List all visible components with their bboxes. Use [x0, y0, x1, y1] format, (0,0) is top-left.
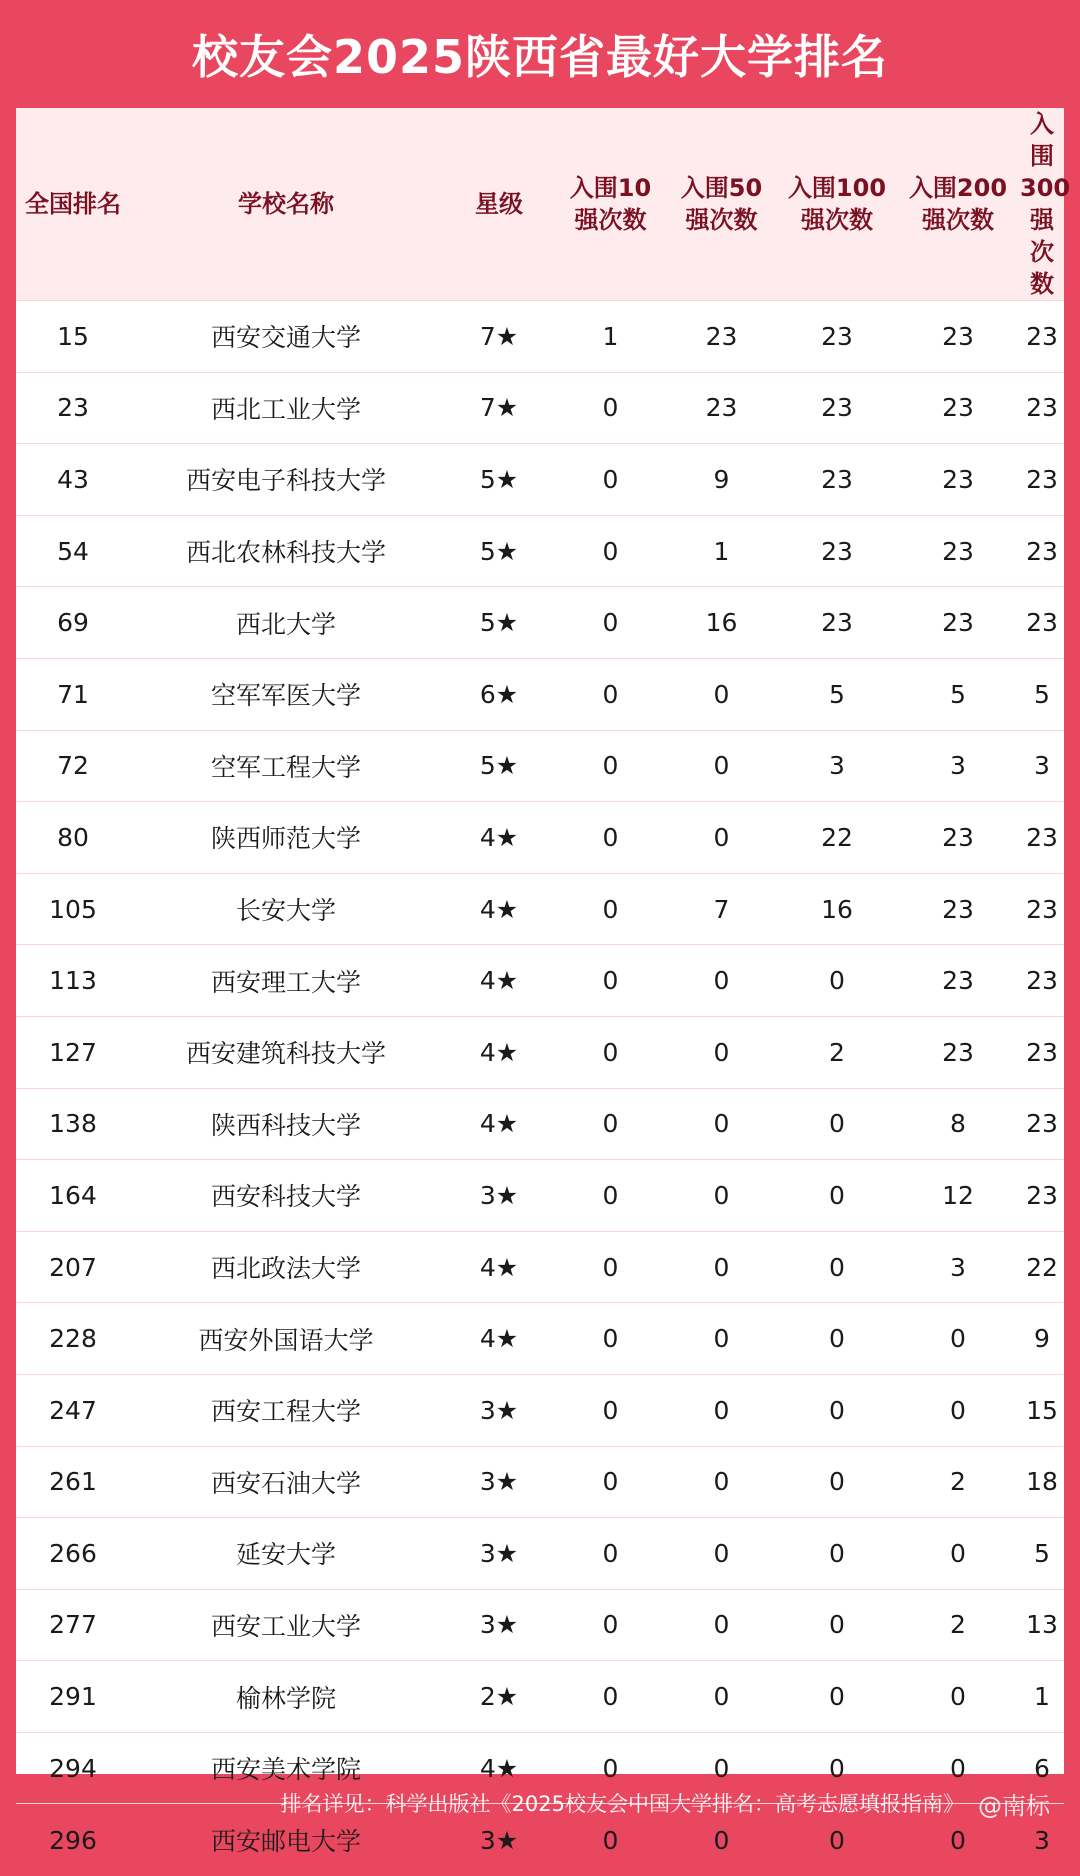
top300-cell: 23: [1026, 536, 1058, 566]
top50-cell: 0: [713, 1324, 730, 1354]
star-cell: 4★: [479, 1252, 519, 1282]
top100-cell: 0: [829, 1252, 845, 1282]
ranking-table: [16, 108, 1071, 1876]
top200-cell: 0: [950, 1538, 966, 1568]
star-cell: 4★: [479, 966, 519, 996]
table-body: [16, 301, 1064, 1876]
top200-cell: 23: [942, 1037, 974, 1067]
rank-cell: 294: [49, 1753, 97, 1783]
top50-cell: 0: [713, 1825, 730, 1855]
table-row: [16, 1374, 1064, 1446]
top50-cell: 23: [705, 321, 738, 351]
top50-cell: 0: [713, 1682, 730, 1712]
top200-cell: 23: [942, 894, 974, 924]
col-header-top10: 入围10 强次数: [569, 174, 652, 234]
rank-cell: 138: [49, 1109, 97, 1139]
top300-cell: 15: [1026, 1395, 1058, 1425]
col-header-top300: 入围300 强次数: [1020, 110, 1071, 298]
top10-cell: 0: [602, 679, 619, 709]
table-row: [16, 1518, 1064, 1590]
name-cell: 西安工程大学: [210, 1397, 361, 1427]
title-bar: [0, 0, 1080, 108]
col-header-top50: 入围50 强次数: [680, 174, 763, 234]
top100-cell: 0: [829, 1109, 845, 1139]
top50-cell: 0: [713, 1037, 730, 1067]
top100-cell: 0: [829, 1467, 845, 1497]
top300-cell: 23: [1026, 822, 1058, 852]
top10-cell: 0: [602, 1324, 619, 1354]
top10-cell: 0: [602, 608, 619, 638]
star-cell: 5★: [479, 464, 519, 494]
top200-cell: 23: [942, 393, 974, 423]
top100-cell: 16: [821, 894, 853, 924]
table-row: [16, 1589, 1064, 1661]
top100-cell: 0: [829, 1395, 845, 1425]
table-row: [16, 301, 1064, 373]
star-cell: 4★: [479, 894, 519, 924]
top10-cell: 0: [602, 1825, 619, 1855]
rank-cell: 80: [57, 822, 89, 852]
col-header-name: 学校名称: [238, 190, 334, 218]
table-row: [16, 587, 1064, 659]
rank-cell: 72: [57, 751, 89, 781]
top100-cell: 23: [821, 608, 853, 638]
top100-cell: 22: [821, 822, 853, 852]
table-row: [16, 658, 1064, 730]
top300-cell: 18: [1026, 1467, 1058, 1497]
top200-cell: 8: [950, 1109, 966, 1139]
top300-cell: 3: [1034, 751, 1050, 781]
table-row: [16, 1303, 1064, 1375]
top10-cell: 0: [602, 1252, 619, 1282]
top10-cell: 0: [602, 464, 619, 494]
top200-cell: 23: [942, 966, 974, 996]
top10-cell: 0: [602, 894, 619, 924]
star-cell: 7★: [479, 393, 519, 423]
table-row: [16, 515, 1064, 587]
top200-cell: 12: [942, 1180, 974, 1210]
top100-cell: 0: [829, 1825, 845, 1855]
rank-cell: 291: [49, 1682, 97, 1712]
star-cell: 2★: [479, 1682, 519, 1712]
top300-cell: 22: [1026, 1252, 1058, 1282]
top100-cell: 23: [821, 464, 853, 494]
watermark: @南标: [978, 1791, 1050, 1820]
name-cell: 榆林学院: [235, 1683, 336, 1713]
col-header-rank: 全国排名: [25, 190, 121, 218]
top10-cell: 0: [602, 1109, 619, 1139]
top50-cell: 0: [713, 1180, 730, 1210]
name-cell: 西安美术学院: [210, 1755, 361, 1785]
rank-cell: 127: [49, 1037, 97, 1067]
footer: [0, 1774, 1080, 1832]
top100-cell: 3: [829, 751, 845, 781]
rank-cell: 277: [49, 1610, 97, 1640]
top300-cell: 23: [1026, 393, 1058, 423]
top300-cell: 23: [1026, 966, 1058, 996]
source-note: 排名详见：科学出版社《2025校友会中国大学排名：高考志愿填报指南》: [280, 1792, 964, 1816]
name-cell: 西北工业大学: [210, 394, 361, 424]
table-header: [16, 108, 1071, 301]
name-cell: 空军工程大学: [210, 752, 361, 782]
top10-cell: 0: [602, 393, 619, 423]
rank-cell: 296: [49, 1825, 97, 1855]
top200-cell: 23: [942, 822, 974, 852]
top300-cell: 23: [1026, 1109, 1058, 1139]
top300-cell: 23: [1026, 1037, 1058, 1067]
table-row: [16, 730, 1064, 802]
top10-cell: 0: [602, 1682, 619, 1712]
top200-cell: 3: [950, 751, 966, 781]
top200-cell: 23: [942, 464, 974, 494]
top50-cell: 0: [713, 1109, 730, 1139]
rank-cell: 113: [49, 966, 97, 996]
top100-cell: 0: [829, 1180, 845, 1210]
rank-cell: 71: [57, 679, 89, 709]
table-row: [16, 802, 1064, 874]
table-row: [16, 873, 1064, 945]
star-cell: 4★: [479, 822, 519, 852]
name-cell: 西安工业大学: [210, 1611, 361, 1641]
name-cell: 空军军医大学: [210, 681, 361, 711]
top300-cell: 1: [1034, 1682, 1050, 1712]
top200-cell: 2: [950, 1610, 966, 1640]
star-cell: 5★: [479, 751, 519, 781]
top50-cell: 0: [713, 1610, 730, 1640]
top100-cell: 2: [829, 1037, 845, 1067]
top10-cell: 0: [602, 1467, 619, 1497]
star-cell: 3★: [479, 1180, 519, 1210]
top50-cell: 9: [713, 464, 730, 494]
top10-cell: 0: [602, 1037, 619, 1067]
rank-cell: 266: [49, 1538, 97, 1568]
name-cell: 西安交通大学: [210, 323, 361, 353]
table-row: [16, 1016, 1064, 1088]
top100-cell: 0: [829, 1538, 845, 1568]
top10-cell: 0: [602, 1395, 619, 1425]
top10-cell: 0: [602, 1753, 619, 1783]
top50-cell: 0: [713, 679, 730, 709]
top50-cell: 0: [713, 1252, 730, 1282]
top100-cell: 0: [829, 1753, 845, 1783]
top50-cell: 23: [705, 393, 738, 423]
rank-cell: 43: [57, 464, 89, 494]
top300-cell: 3: [1034, 1825, 1050, 1855]
name-cell: 长安大学: [235, 896, 336, 926]
page-title: 校友会2025陕西省最好大学排名: [191, 30, 889, 84]
col-header-top100: 入围100 强次数: [787, 174, 887, 234]
top200-cell: 23: [942, 321, 974, 351]
star-cell: 3★: [479, 1467, 519, 1497]
top300-cell: 23: [1026, 321, 1058, 351]
name-cell: 西安建筑科技大学: [185, 1039, 386, 1069]
star-cell: 6★: [479, 679, 519, 709]
top300-cell: 9: [1034, 1324, 1050, 1354]
top50-cell: 0: [713, 1467, 730, 1497]
top200-cell: 0: [950, 1825, 966, 1855]
rank-cell: 207: [49, 1252, 97, 1282]
name-cell: 西安邮电大学: [210, 1827, 361, 1857]
top100-cell: 0: [829, 1324, 845, 1354]
table-row: [16, 372, 1064, 444]
top200-cell: 23: [942, 536, 974, 566]
name-cell: 西北政法大学: [210, 1254, 361, 1284]
top100-cell: 0: [829, 1610, 845, 1640]
top200-cell: 23: [942, 608, 974, 638]
top200-cell: 3: [950, 1252, 966, 1282]
name-cell: 西安外国语大学: [198, 1325, 374, 1355]
star-cell: 4★: [479, 1753, 519, 1783]
top50-cell: 0: [713, 822, 730, 852]
name-cell: 陕西科技大学: [210, 1110, 361, 1140]
top50-cell: 7: [713, 894, 730, 924]
name-cell: 延安大学: [235, 1540, 336, 1570]
top300-cell: 13: [1026, 1610, 1058, 1640]
top300-cell: 23: [1026, 464, 1058, 494]
top200-cell: 2: [950, 1467, 966, 1497]
rank-cell: 261: [49, 1467, 97, 1497]
rank-cell: 23: [57, 393, 89, 423]
name-cell: 西安电子科技大学: [185, 466, 386, 496]
top50-cell: 0: [713, 1395, 730, 1425]
name-cell: 西安石油大学: [210, 1468, 361, 1498]
col-header-star: 星级: [475, 190, 523, 218]
top10-cell: 0: [602, 536, 619, 566]
top10-cell: 0: [602, 751, 619, 781]
top200-cell: 0: [950, 1753, 966, 1783]
star-cell: 5★: [479, 536, 519, 566]
top50-cell: 1: [713, 536, 730, 566]
top300-cell: 23: [1026, 1180, 1058, 1210]
top10-cell: 0: [602, 1180, 619, 1210]
top50-cell: 0: [713, 966, 730, 996]
top10-cell: 0: [602, 966, 619, 996]
star-cell: 7★: [479, 321, 519, 351]
top200-cell: 0: [950, 1324, 966, 1354]
rank-cell: 15: [57, 321, 89, 351]
rank-cell: 228: [49, 1324, 97, 1354]
name-cell: 西安科技大学: [210, 1182, 361, 1212]
top100-cell: 0: [829, 1682, 845, 1712]
top50-cell: 0: [713, 1753, 730, 1783]
top100-cell: 5: [829, 679, 845, 709]
top10-cell: 0: [602, 1538, 619, 1568]
top50-cell: 0: [713, 751, 730, 781]
top10-cell: 1: [602, 321, 619, 351]
top200-cell: 5: [950, 679, 966, 709]
star-cell: 5★: [479, 608, 519, 638]
table-row: [16, 1661, 1064, 1733]
table-row: [16, 1231, 1064, 1303]
table-row: [16, 444, 1064, 516]
star-cell: 3★: [479, 1538, 519, 1568]
rank-cell: 164: [49, 1180, 97, 1210]
name-cell: 陕西师范大学: [210, 824, 361, 854]
rank-cell: 105: [49, 894, 97, 924]
star-cell: 4★: [479, 1109, 519, 1139]
star-cell: 4★: [479, 1037, 519, 1067]
star-cell: 3★: [479, 1395, 519, 1425]
top10-cell: 0: [602, 822, 619, 852]
name-cell: 西北农林科技大学: [185, 538, 386, 568]
table-row: [16, 1160, 1064, 1232]
rank-cell: 69: [57, 608, 89, 638]
col-header-top200: 入围200 强次数: [908, 174, 1008, 234]
top300-cell: 23: [1026, 894, 1058, 924]
table-row: [16, 1088, 1064, 1160]
top300-cell: 6: [1034, 1753, 1050, 1783]
top10-cell: 0: [602, 1610, 619, 1640]
top100-cell: 23: [821, 536, 853, 566]
top100-cell: 23: [821, 321, 853, 351]
top300-cell: 5: [1034, 1538, 1050, 1568]
top100-cell: 23: [821, 393, 853, 423]
name-cell: 西北大学: [235, 609, 336, 639]
star-cell: 3★: [479, 1825, 519, 1855]
star-cell: 3★: [479, 1610, 519, 1640]
top50-cell: 16: [705, 608, 738, 638]
rank-cell: 247: [49, 1395, 97, 1425]
name-cell: 西安理工大学: [210, 967, 361, 997]
top300-cell: 5: [1034, 679, 1050, 709]
table-row: [16, 945, 1064, 1017]
table-row: [16, 1446, 1064, 1518]
top100-cell: 0: [829, 966, 845, 996]
rank-cell: 54: [57, 536, 89, 566]
top200-cell: 0: [950, 1395, 966, 1425]
star-cell: 4★: [479, 1324, 519, 1354]
top300-cell: 23: [1026, 608, 1058, 638]
top200-cell: 0: [950, 1682, 966, 1712]
top50-cell: 0: [713, 1538, 730, 1568]
